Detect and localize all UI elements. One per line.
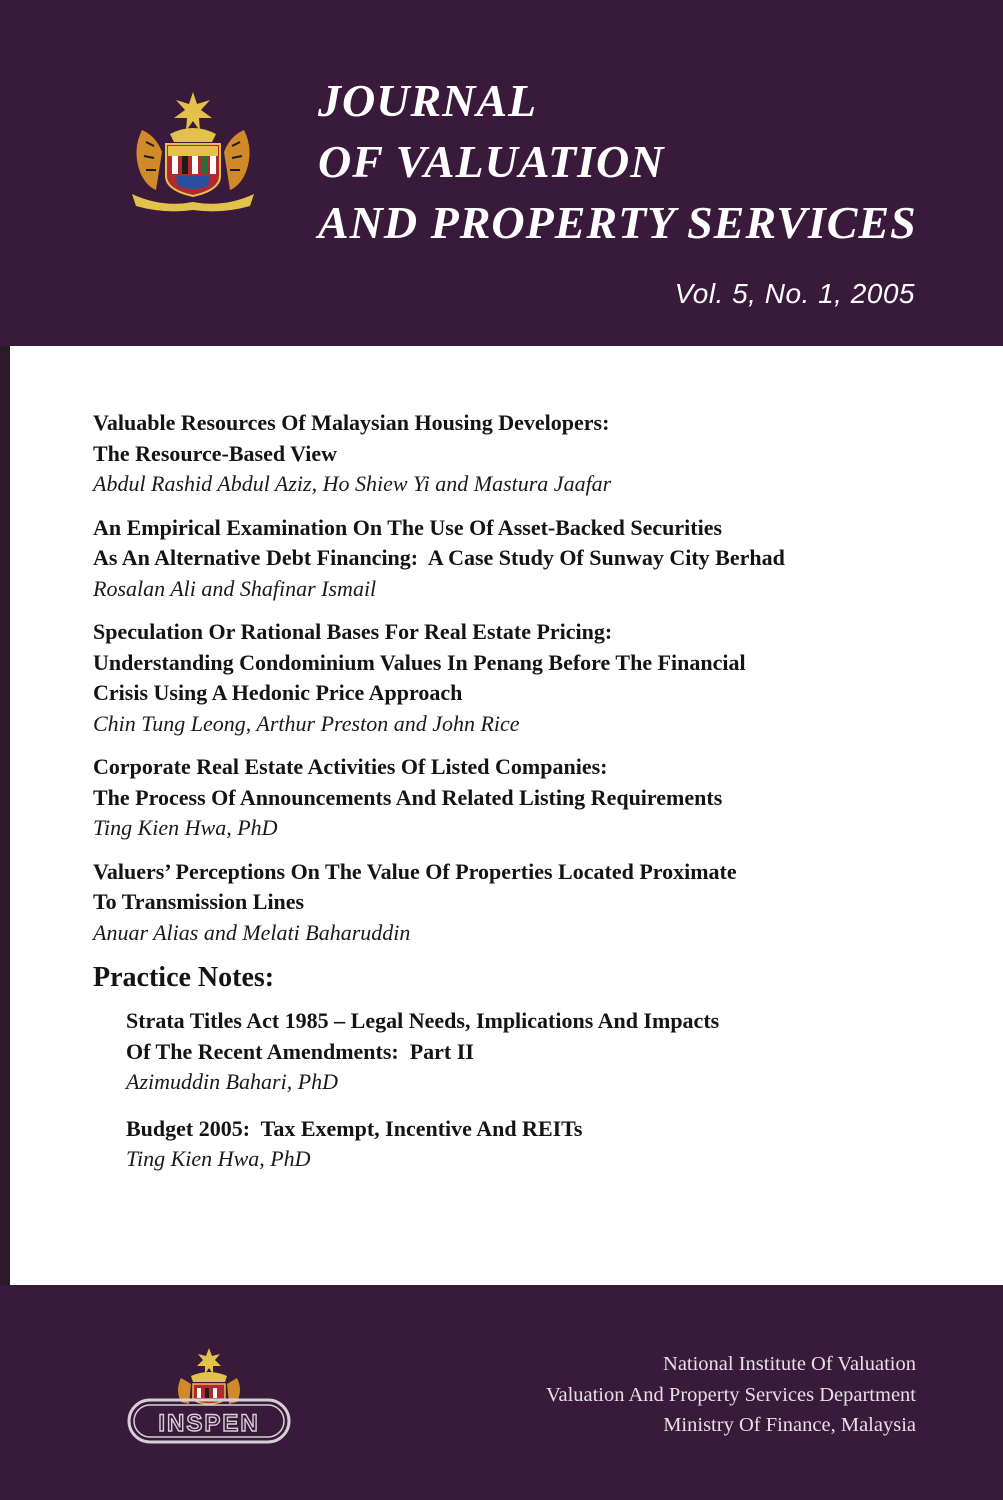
publisher-line: Ministry Of Finance, Malaysia: [663, 1414, 916, 1436]
article-title-line: Speculation Or Rational Bases For Real Estate Pricing:: [93, 619, 613, 644]
practice-note-entry: [126, 1006, 953, 1098]
crest-star-icon: [197, 1348, 221, 1374]
article-authors: Chin Tung Leong, Arthur Preston and John Rice: [93, 710, 520, 736]
article-title-line: As An Alternative Debt Financing: A Case Study Of Sunway City Berhad: [93, 545, 785, 570]
article-authors: Ting Kien Hwa, PhD: [93, 815, 278, 840]
article-title-line: Understanding Condominium Values In Penang Before The Financial: [93, 649, 746, 675]
title-line: AND PROPERTY SERVICES: [318, 197, 917, 248]
publisher-info: [546, 1349, 916, 1441]
article-entry: [93, 857, 953, 949]
article-entry: [93, 408, 953, 500]
coat-of-arms-logo: [122, 90, 264, 215]
title-line: JOURNAL: [318, 75, 538, 126]
note-authors: Azimuddin Bahari, PhD: [126, 1069, 339, 1094]
inspen-logo: [125, 1346, 293, 1446]
journal-title: [318, 70, 917, 253]
article-authors: Anuar Alias and Melati Baharuddin: [93, 919, 411, 945]
note-title-line: Strata Titles Act 1985 – Legal Needs, Implications And Impacts: [126, 1008, 720, 1033]
practice-notes-heading: Practice Notes:: [93, 962, 275, 993]
article-entry: [93, 513, 953, 605]
title-line: OF VALUATION: [318, 136, 665, 187]
article-entry: [93, 752, 953, 844]
article-title-line: The Resource-Based View: [93, 440, 338, 466]
article-authors: Rosalan Ali and Shafinar Ismail: [93, 575, 377, 601]
publisher-line: National Institute Of Valuation: [663, 1353, 916, 1375]
practice-note-entry: [126, 1114, 953, 1175]
inspen-logo-text: INSPEN: [158, 1410, 260, 1437]
article-title-line: Valuers’ Perceptions On The Value Of Properties Located Proximate: [93, 858, 737, 884]
table-of-contents: [93, 408, 953, 1188]
note-title-line: Budget 2005: Tax Exempt, Incentive And REITs: [126, 1115, 583, 1141]
article-title-line: The Process Of Announcements And Related Listing Requirements: [93, 784, 723, 810]
practice-notes-list: [93, 1006, 953, 1175]
volume-issue: Vol. 5, No. 1, 2005: [674, 278, 915, 309]
article-entry: [93, 617, 953, 739]
page-edge: [0, 346, 10, 1285]
note-title-line: Of The Recent Amendments: Part II: [126, 1038, 474, 1064]
crest-star-icon: [174, 92, 212, 131]
article-title-line: An Empirical Examination On The Use Of Asset-Backed Securities: [93, 514, 723, 540]
article-title-line: To Transmission Lines: [93, 889, 305, 914]
article-authors: Abdul Rashid Abdul Aziz, Ho Shiew Yi and Mastura Jaafar: [93, 471, 612, 496]
article-title-line: Crisis Using A Hedonic Price Approach: [93, 680, 463, 705]
article-title-line: Corporate Real Estate Activities Of Listed Companies:: [93, 754, 608, 779]
note-authors: Ting Kien Hwa, PhD: [126, 1146, 311, 1171]
publisher-line: Valuation And Property Services Department: [545, 1383, 916, 1406]
article-title-line: Valuable Resources Of Malaysian Housing Developers:: [93, 410, 610, 435]
